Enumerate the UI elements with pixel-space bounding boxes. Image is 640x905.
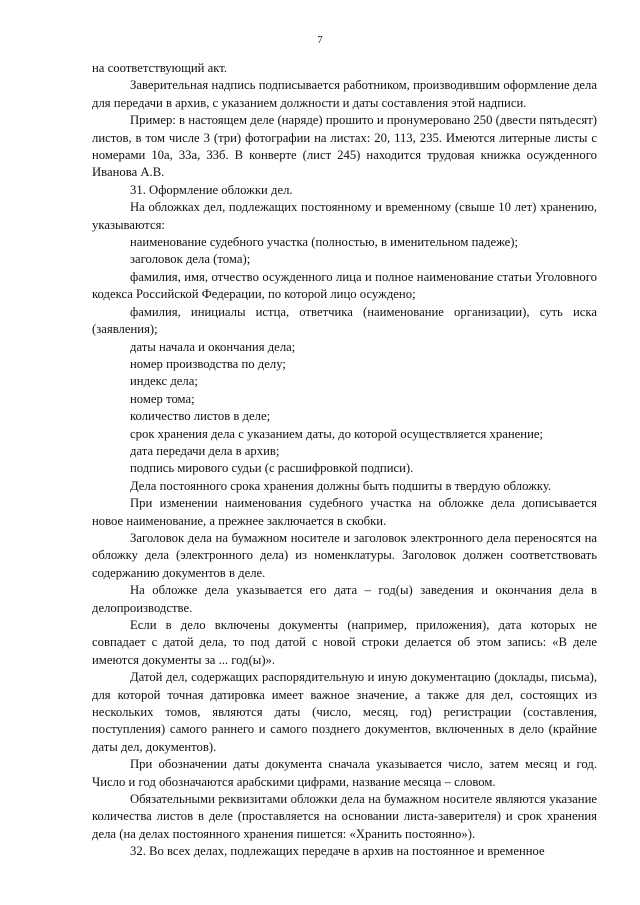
- paragraph: подпись мирового судьи (с расшифровкой подписи).: [130, 461, 414, 476]
- paragraph: Заверительная надпись подписывается работником, производившим оформление дела для передачи в архив, с указанием должности и даты составления этой надписи.: [92, 78, 597, 110]
- paragraph: индекс дела;: [130, 374, 198, 389]
- paragraph: дата передачи дела в архив;: [130, 443, 280, 458]
- paragraph: Если в дело включены документы (например, приложения), дата которых не совпадает с датой дела, то под датой с новой строки делается об этом запись: «В деле имеются документы за ... год(ы)».: [92, 618, 597, 667]
- document-body: [92, 60, 597, 861]
- paragraph: Заголовок дела на бумажном носителе и заголовок электронного дела переносятся на обложку дела (электронного дела) из номенклатуры. Заголовок должен соответствовать содержанию документов в деле.: [92, 530, 597, 580]
- paragraph: заголовок дела (тома);: [130, 252, 251, 267]
- paragraph: На обложке дела указывается его дата – год(ы) заведения и окончания дела в делопроизводстве.: [92, 583, 597, 615]
- paragraph: 32. Во всех делах, подлежащих передаче в архив на постоянное и временное: [130, 844, 545, 859]
- paragraph: даты начала и окончания дела;: [130, 339, 296, 354]
- paragraph: При изменении наименования судебного участка на обложке дела дописывается новое наименование, а прежнее заключается в скобки.: [92, 496, 597, 528]
- paragraph: На обложках дел, подлежащих постоянному и временному (свыше 10 лет) хранению, указываются:: [92, 200, 597, 232]
- page-number: 7: [317, 34, 323, 46]
- paragraph: срок хранения дела с указанием даты, до которой осуществляется хранение;: [130, 426, 544, 441]
- paragraph: Обязательными реквизитами обложки дела на бумажном носителе являются указание количества листов в деле (проставляется на основании листа-заверителя) и срок хранения дела (на делах постоянного хранения пишется: «Хранить постоянно»).: [92, 792, 597, 841]
- paragraph: наименование судебного участка (полностью, в именительном падеже);: [130, 235, 519, 250]
- paragraph: на соответствующий акт.: [92, 61, 228, 75]
- paragraph: номер производства по делу;: [130, 356, 286, 371]
- paragraph: Дела постоянного срока хранения должны быть подшиты в твердую обложку.: [130, 478, 552, 493]
- paragraph: Пример: в настоящем деле (наряде) прошито и пронумеровано 250 (двести пятьдесят) листов, в том числе 3 (три) фотографии на листах: 20, 113, 235. Имеются литерные листы с номерами 10а, 33а, 33б. В конверте (лист 245) находится трудовая книжка осужденного Иванова А.В.: [92, 113, 597, 180]
- paragraph: При обозначении даты документа сначала указывается число, затем месяц и год. Число и год обозначаются арабскими цифрами, название месяца – словом.: [92, 757, 597, 789]
- paragraph: фамилия, имя, отчество осужденного лица и полное наименование статьи Уголовного кодекса Российской Федерации, по которой лицо осуждено;: [92, 269, 597, 302]
- paragraph: 31. Оформление обложки дел.: [130, 182, 293, 197]
- paragraph: фамилия, инициалы истца, ответчика (наименование организации), суть иска (заявления);: [92, 304, 597, 337]
- paragraph: количество листов в деле;: [130, 409, 271, 424]
- paragraph: Датой дел, содержащих распорядительную и иную документацию (доклады, письма), для которой точная датировка имеет важное значение, а также для дел, состоящих из нескольких томов, являются даты (число, месяц, год) регистрации (составления, поступления) самого раннего и самого позднего документов, включенных в дело (крайние даты дел, документов).: [92, 670, 597, 754]
- paragraph: номер тома;: [130, 391, 195, 406]
